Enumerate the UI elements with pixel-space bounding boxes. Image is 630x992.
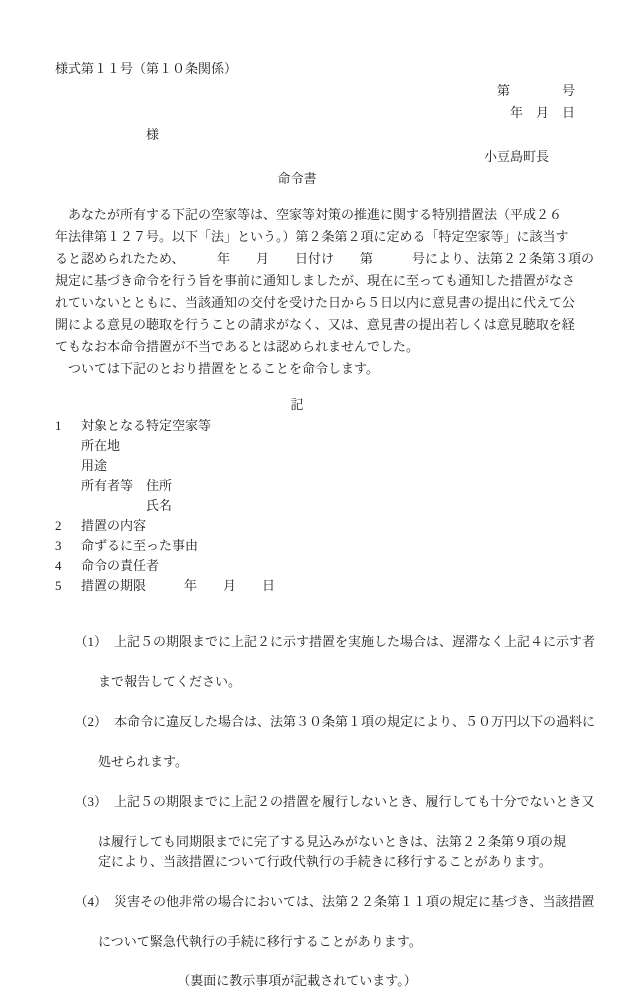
note-text: 上記５の期限までに上記２に示す措置を実施した場合は、遅滞なく上記４に示す者 [114, 634, 596, 649]
note-line [55, 692, 596, 752]
issuer-name: 小豆島町長 [483, 149, 575, 164]
document-number-line: 第 号 [496, 83, 575, 98]
note-text: 災害その他非常の場合においては、法第２２条第１１項の規定に基づき、当該措置 [114, 894, 595, 909]
note-marker: （1） [74, 634, 108, 649]
document-title: 命令書 [277, 171, 317, 186]
note-line: 処せられます。 [98, 754, 188, 769]
body-paragraph-1 [55, 204, 594, 358]
record-item-number: 4 [55, 558, 62, 573]
body-paragraph-2: ついては下記のとおり措置をとることを命令します。 [55, 361, 379, 376]
record-item-row [55, 516, 575, 536]
note-line: について緊急代執行の手続に移行することがあります。 [98, 934, 422, 949]
body-paragraph-line: 年法律第１２７号。以下「法」という。）第２条第２項に定める「特定空家等」に該当す [55, 229, 569, 244]
body-paragraph-line: あなたが所有する下記の空家等は、空家等対策の推進に関する特別措置法（平成２６ [55, 207, 563, 222]
record-item-row [55, 536, 575, 556]
note-text: 上記５の期限までに上記２の措置を履行しないとき、履行しても十分でないとき又 [114, 794, 595, 809]
body-paragraph-line: 開による意見の聴取を行うことの請求がなく、又は、意見書の提出若しくは意見聴取を経 [55, 317, 575, 332]
record-item-label: 措置の内容 [81, 518, 147, 533]
body-paragraph-line: れていないとともに、当該通知の交付を受けた日から５日以内に意見書の提出に代えて公 [55, 295, 576, 310]
body-paragraph-line: 規定に基づき命令を行う旨を事前に通知しましたが、現在に至っても通知した措置がなさ [55, 273, 576, 288]
record-item-number: 1 [55, 418, 62, 433]
body-paragraph-line: ると認められたため、 年 月 日付け 第 号により、法第２２条第３項の [55, 251, 594, 266]
note-line: は履行しても同期限までに完了する見込みがないときは、法第２２条第９項の規 [98, 834, 567, 849]
record-item-number: 5 [55, 578, 62, 593]
note-line [55, 872, 595, 932]
record-item-label: 命令の責任者 [81, 558, 160, 573]
record-subitem-owner-name: 氏名 [146, 498, 173, 513]
note-line: 定により、当該措置について行政代執行の手続きに移行することがあります。 [98, 854, 552, 869]
record-item-row [55, 416, 575, 436]
note-line [55, 612, 596, 672]
note-marker: （4） [74, 894, 108, 909]
record-subitem-owner-address: 所有者等 住所 [81, 478, 173, 493]
note-line [55, 772, 595, 832]
record-item-label: 命ずるに至った事由 [81, 538, 199, 553]
record-subitem-location: 所在地 [81, 438, 121, 453]
ki-heading: 記 [290, 397, 304, 412]
addressee-line: 様 [55, 127, 160, 142]
record-item-label: 措置の期限 [81, 578, 147, 593]
note-marker: （3） [74, 794, 108, 809]
back-side-note: （裏面に教示事項が記載されています。） [177, 973, 417, 988]
record-item-label: 対象となる特定空家等 [81, 418, 212, 433]
record-item-row [55, 556, 575, 576]
note-marker: （2） [74, 714, 108, 729]
record-list [55, 416, 575, 596]
date-line: 年 月 日 [509, 105, 575, 120]
record-item-date-fields: 年 月 日 [184, 578, 276, 593]
note-text: 本命令に違反した場合は、法第３０条第１項の規定により、５０万円以下の過料に [114, 714, 596, 729]
record-subitem-use: 用途 [81, 458, 108, 473]
note-line: まで報告してください。 [98, 674, 242, 689]
form-number-label: 様式第１１号（第１０条関係） [55, 61, 238, 76]
record-item-row [55, 576, 575, 596]
record-item-number: 3 [55, 538, 62, 553]
body-paragraph-line: てもなお本命令措置が不当であるとは認められませんでした。 [55, 339, 420, 354]
record-item-number: 2 [55, 518, 62, 533]
notes-section [55, 612, 596, 952]
